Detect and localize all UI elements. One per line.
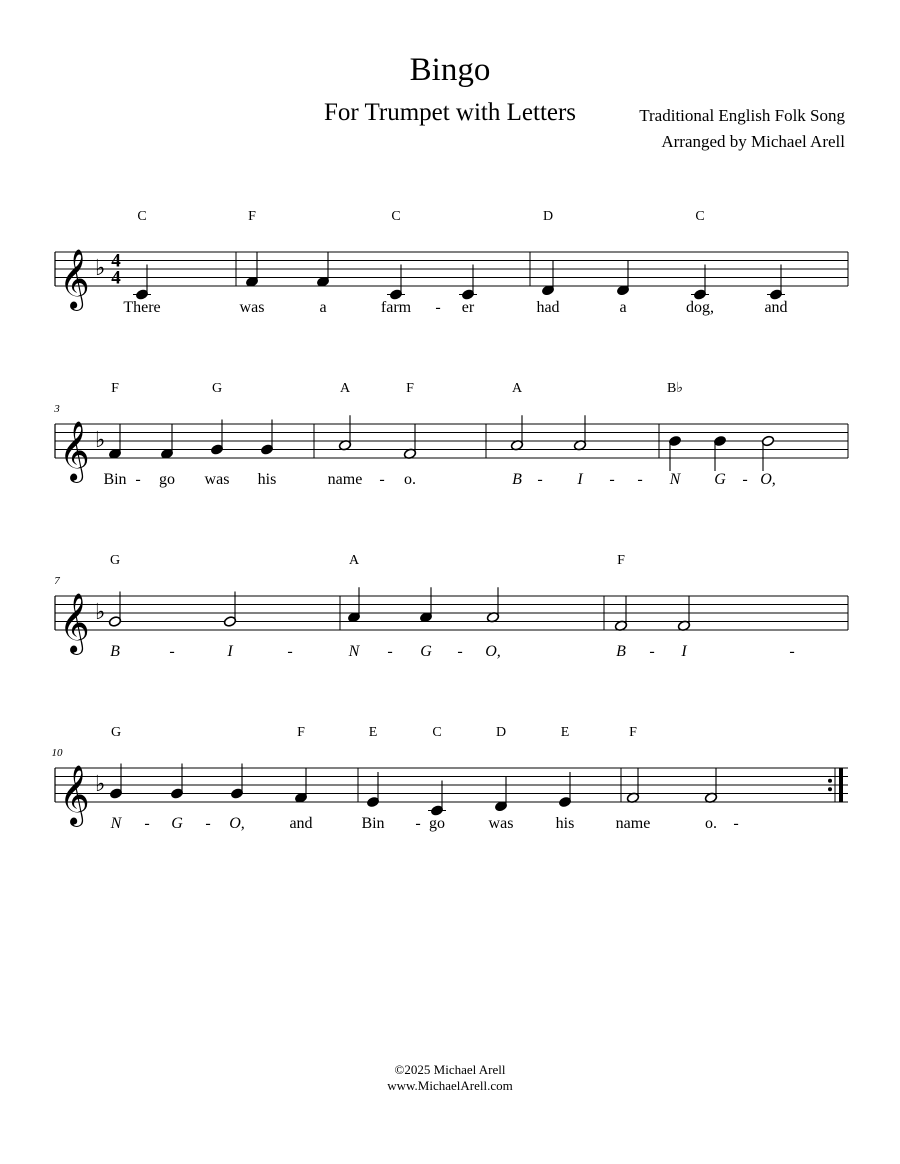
song-title: Bingo — [409, 52, 491, 88]
chord-symbol: C — [695, 209, 705, 224]
chord-symbol: B♭ — [667, 381, 683, 396]
chord-symbol: G — [211, 381, 223, 396]
chord-symbol: A — [348, 553, 360, 568]
lyric-syllable: was — [204, 471, 230, 488]
arranger-credit: Arranged by Michael Arell — [661, 132, 845, 151]
lyric-hyphen: - — [135, 471, 141, 488]
chord-symbol: G — [109, 553, 121, 568]
lyric-syllable: I — [681, 643, 687, 660]
lyric-hyphen: - — [637, 471, 643, 488]
lyric-hyphen: - — [789, 643, 795, 660]
composer-credit: Traditional English Folk Song — [639, 106, 845, 125]
lyric-syllable: and — [764, 299, 788, 316]
lyric-syllable: B — [616, 643, 626, 660]
lyric-syllable: G — [714, 471, 726, 488]
lyric-hyphen: - — [457, 643, 463, 660]
measure-number: 10 — [51, 747, 63, 759]
lyric-syllable: and — [289, 815, 313, 832]
lyric-syllable: his — [555, 815, 575, 832]
lyric-syllable: I — [577, 471, 583, 488]
lyric-syllable: o. — [705, 815, 717, 832]
chord-symbol: F — [406, 381, 414, 396]
lyric-hyphen: - — [205, 815, 211, 832]
lyric-hyphen: - — [144, 815, 150, 832]
lyric-hyphen: - — [287, 643, 293, 660]
chord-symbol: A — [339, 381, 351, 396]
lyric-hyphen: - — [609, 471, 615, 488]
song-subtitle: For Trumpet with Letters — [323, 99, 577, 126]
final-barline-thick — [839, 768, 843, 802]
lyric-hyphen: - — [379, 471, 385, 488]
chord-symbol: F — [248, 209, 256, 224]
chord-symbol: F — [111, 381, 119, 396]
time-signature-top: 4 — [111, 250, 121, 272]
lyric-syllable: o. — [404, 471, 416, 488]
lyric-syllable: O, — [229, 815, 245, 832]
key-signature-flat-icon: ♭ — [95, 256, 106, 281]
chord-symbol: E — [560, 725, 570, 740]
lyric-hyphen: - — [537, 471, 543, 488]
lyric-hyphen: - — [169, 643, 175, 660]
lyric-syllable: er — [461, 299, 475, 316]
lyric-hyphen: - — [387, 643, 393, 660]
chord-symbol: D — [495, 725, 507, 740]
lyric-syllable: N — [348, 643, 360, 660]
lyric-syllable: Bin — [361, 815, 385, 832]
time-signature-bottom: 4 — [111, 267, 121, 289]
chord-symbol: E — [368, 725, 378, 740]
lyric-hyphen: - — [733, 815, 739, 832]
lyric-syllable: had — [536, 299, 560, 316]
key-signature-flat-icon: ♭ — [95, 772, 106, 797]
treble-clef-icon: 𝄞 — [59, 593, 90, 653]
lyric-syllable: his — [257, 471, 277, 488]
lyric-syllable: was — [239, 299, 265, 316]
chord-symbol: D — [542, 209, 554, 224]
lyric-syllable: a — [319, 299, 327, 316]
lyric-syllable: name — [615, 815, 651, 832]
chord-symbol: F — [297, 725, 305, 740]
lyric-syllable: a — [619, 299, 627, 316]
lyric-syllable: was — [488, 815, 514, 832]
lyric-hyphen: - — [649, 643, 655, 660]
key-signature-flat-icon: ♭ — [95, 428, 106, 453]
measure-number: 7 — [54, 575, 60, 587]
lyric-syllable: G — [420, 643, 432, 660]
treble-clef-icon: 𝄞 — [59, 249, 90, 309]
chord-symbol: C — [432, 725, 442, 740]
lyric-syllable: O, — [760, 471, 776, 488]
lyric-syllable: dog, — [686, 299, 714, 316]
treble-clef-icon: 𝄞 — [59, 421, 90, 481]
chord-symbol: C — [391, 209, 401, 224]
lyric-syllable: go — [429, 815, 445, 832]
lyric-syllable: N — [110, 815, 122, 832]
lyric-syllable: Bin — [103, 471, 127, 488]
repeat-dot — [828, 787, 832, 791]
lyric-syllable: There — [123, 299, 161, 316]
lyric-syllable: name — [327, 471, 363, 488]
lyric-syllable: B — [512, 471, 522, 488]
website-link[interactable]: www.MichaelArell.com — [387, 1078, 513, 1093]
chord-symbol: A — [511, 381, 523, 396]
lyric-syllable: G — [171, 815, 183, 832]
chord-symbol: C — [137, 209, 147, 224]
copyright-notice: ©2025 Michael Arell — [394, 1062, 506, 1077]
lyric-syllable: farm — [380, 299, 412, 316]
lyric-hyphen: - — [742, 471, 748, 488]
lyric-hyphen: - — [435, 299, 441, 316]
chord-symbol: F — [629, 725, 637, 740]
lyric-syllable: I — [227, 643, 233, 660]
lyric-hyphen: - — [415, 815, 421, 832]
treble-clef-icon: 𝄞 — [59, 765, 90, 825]
lyric-syllable: N — [669, 471, 681, 488]
lyric-syllable: B — [110, 643, 120, 660]
key-signature-flat-icon: ♭ — [95, 600, 106, 625]
repeat-dot — [828, 779, 832, 783]
measure-number: 3 — [54, 403, 60, 415]
chord-symbol: G — [110, 725, 122, 740]
chord-symbol: F — [617, 553, 625, 568]
lyric-syllable: O, — [485, 643, 501, 660]
lyric-syllable: go — [159, 471, 175, 488]
